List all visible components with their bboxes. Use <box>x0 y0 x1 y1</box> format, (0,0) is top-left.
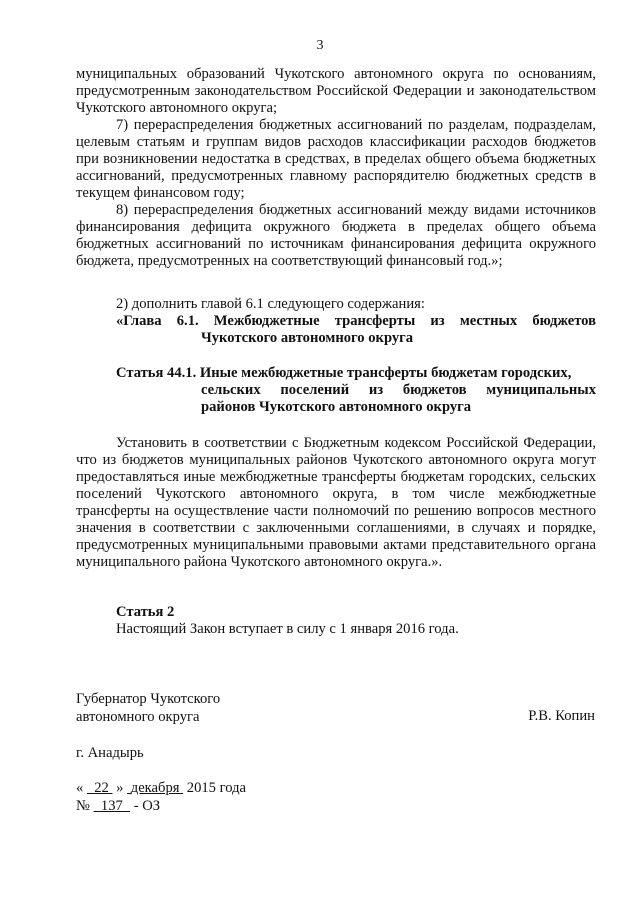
date-quote-open: « <box>76 780 84 796</box>
date-year: 2015 года <box>186 780 247 796</box>
article-44-1-heading-line3: районов Чукотского автономного округа <box>201 399 472 415</box>
law-number <box>76 797 160 815</box>
date-month: декабря <box>130 780 180 796</box>
law-number-suffix: - ОЗ <box>133 798 161 814</box>
article-44-1-heading-line1: Статья 44.1. Иные межбюджетные трансферты бюджетам городских, <box>116 365 572 381</box>
amendment-block <box>76 296 596 347</box>
city: г. Анадырь <box>76 745 144 761</box>
amendment-intro: 2) дополнить главой 6.1 следующего содержания: <box>116 296 425 312</box>
article-2-text: Настоящий Закон вступает в силу с 1 января 2016 года. <box>116 621 459 637</box>
article-2-block <box>76 604 596 638</box>
paragraph-continuation: муниципальных образований Чукотского автономного округа по основаниям, предусмотренным законодательством Российской Федерации и законодательством Чукотского автономного округа; <box>76 66 596 116</box>
paragraph-item-8: 8) перераспределения бюджетных ассигнований между видами источников финансирования дефицита окружного бюджета в пределах общего объема бюджетных ассигнований по источникам финансирования дефицита окружного бюджета, предусмотренных на соответствующий финансовый год.»; <box>76 202 596 269</box>
chapter-heading-line1: «Глава 6.1. Межбюджетные трансферты из местных бюджетов <box>116 313 596 329</box>
paragraph-item-7: 7) перераспределения бюджетных ассигнований по разделам, подразделам, целевым статьям и группам видов расходов классификации расходов бюджетов при возникновении недостатка в средствах, в пределах общего объема бюджетных ассигнований, предусмотренных главному распорядителю бюджетных средств в текущем финансовом году; <box>76 117 596 201</box>
article-44-1-heading-line2: сельских поселений из бюджетов муниципальных <box>201 382 596 398</box>
chapter-heading-line2: Чукотского автономного округа <box>201 330 414 346</box>
signatory-position-line1: Губернатор Чукотского <box>76 691 221 707</box>
law-number-prefix: № <box>76 798 90 814</box>
chapter-heading <box>76 313 596 347</box>
date-day: 22 <box>94 780 109 796</box>
signatory-position-line2: автономного округа <box>76 709 200 725</box>
signing-date <box>76 779 246 797</box>
date-quote-close: » <box>116 780 124 796</box>
signatory-name: Р.В. Копин <box>528 708 595 724</box>
article-44-1-heading <box>76 365 596 416</box>
law-number-value: 137 <box>100 798 123 814</box>
signatory-position <box>76 690 220 726</box>
article-44-1-text: Установить в соответствии с Бюджетным кодексом Российской Федерации, что из бюджетов муниципальных районов Чукотского автономного округа могут предоставляться иные межбюджетные трансферты бюджетам городских, сельских поселений Чукотского автономного округа, в том числе межбюджетные трансферты на осуществление части полномочий по решению вопросов местного значения в соответствии с заключенными соглашениями, в случаях и порядке, предусмотренных муниципальными правовыми актами представительного органа муниципального района Чукотского автономного округа.». <box>76 435 596 570</box>
article-2-title: Статья 2 <box>116 604 175 620</box>
article-44-1-body <box>76 435 596 571</box>
page-number: 3 <box>316 38 324 53</box>
top-text-block <box>76 66 596 270</box>
